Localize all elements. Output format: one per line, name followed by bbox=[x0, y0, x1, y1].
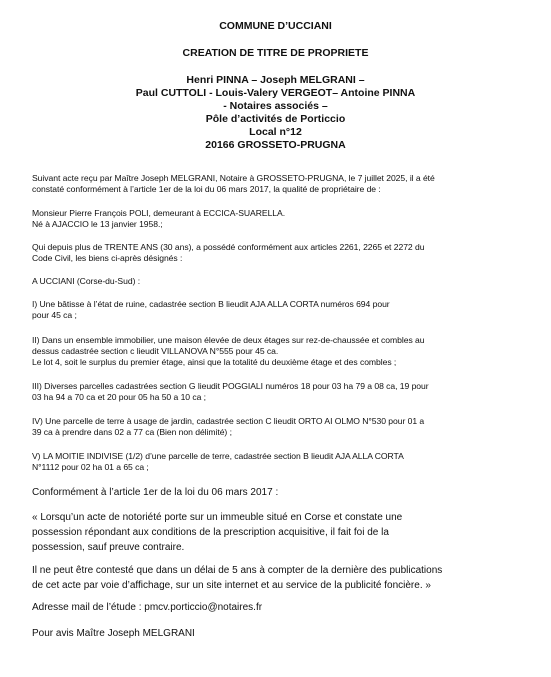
signature-line: Pour avis Maître Joseph MELGRANI bbox=[32, 628, 195, 639]
property-line: III) Diverses parcelles cadastrées section G lieudit POGGIALI numéros 18 pour 03 ha 79 a 08 ca, 19 pour bbox=[32, 381, 429, 391]
notaries-line: 20166 GROSSETO-PRUGNA bbox=[205, 139, 346, 151]
commune-title: COMMUNE D’UCCIANI bbox=[219, 20, 332, 32]
deed-paragraph bbox=[32, 173, 522, 195]
property-line: Le lot 4, soit le surplus du premier étage, ainsi que la totalité du deuxième étage et des combles ; bbox=[32, 357, 397, 367]
conformity-line: Conformément à l’article 1er de la loi du 06 mars 2017 : bbox=[32, 487, 279, 498]
quotation-line: possession répondant aux conditions de la prescription acquisitive, il fait foi de la bbox=[32, 527, 389, 538]
quotation-line: « Lorsqu’un acte de notoriété porte sur un immeuble situé en Corse et constate une bbox=[32, 512, 403, 523]
owner-line: Né à AJACCIO le 13 janvier 1958.; bbox=[32, 219, 163, 229]
property-line: 39 ca à prendre dans 02 a 77 ca (Bien non délimité) ; bbox=[32, 427, 232, 437]
possession-line: Code Civil, les biens ci-après désignés : bbox=[32, 253, 183, 263]
notaries-line: Local n°12 bbox=[249, 126, 302, 138]
property-line: I) Une bâtisse à l’état de ruine, cadastrée section B lieudit AJA ALLA CORTA numéros 694 pour bbox=[32, 299, 390, 309]
possession-paragraph bbox=[32, 242, 522, 264]
notaries-line: - Notaires associés – bbox=[223, 100, 328, 112]
property-line: N°1112 pour 02 ha 01 a 65 ca ; bbox=[32, 462, 149, 472]
quotation-line: possession, sauf preuve contraire. bbox=[32, 542, 185, 553]
property-item-4 bbox=[32, 416, 522, 438]
possession-line: Qui depuis plus de TRENTE ANS (30 ans), a possédé conformément aux articles 2261, 2265 et 2272 du bbox=[32, 242, 425, 252]
property-item-3 bbox=[32, 381, 522, 403]
property-item-5 bbox=[32, 451, 522, 473]
office-email: Adresse mail de l’étude : pmcv.porticcio@notaires.fr bbox=[32, 602, 263, 613]
deed-line: Suivant acte reçu par Maître Joseph MELGRANI, Notaire à GROSSETO-PRUGNA, le 7 juillet 2025, il a été bbox=[32, 173, 435, 183]
property-line: 03 ha 94 a 70 ca et 20 pour 05 ha 50 a 10 ca ; bbox=[32, 392, 207, 402]
property-line: pour 45 ca ; bbox=[32, 310, 77, 320]
notaries-line: Paul CUTTOLI - Louis-Valery VERGEOT– Antoine PINNA bbox=[135, 87, 416, 99]
property-line: II) Dans un ensemble immobilier, une maison élevée de deux étages sur rez-de-chaussée et combles au bbox=[32, 335, 425, 345]
notaries-block bbox=[0, 74, 551, 152]
contestation-line: Il ne peut être contesté que dans un délai de 5 ans à compter de la dernière des publications bbox=[32, 565, 443, 576]
property-line: IV) Une parcelle de terre à usage de jardin, cadastrée section C lieudit ORTO AI OLMO N°530 pour 01 a bbox=[32, 416, 425, 426]
location-line: A UCCIANI (Corse-du-Sud) : bbox=[32, 276, 141, 286]
contestation-paragraph bbox=[32, 563, 522, 593]
owner-line: Monsieur Pierre François POLI, demeurant à ECCICA-SUARELLA. bbox=[32, 208, 286, 218]
property-line: dessus cadastrée section c lieudit VILLANOVA N°555 pour 45 ca. bbox=[32, 346, 279, 356]
notaries-line: Pôle d’activités de Porticcio bbox=[205, 113, 346, 125]
notice-title: CREATION DE TITRE DE PROPRIETE bbox=[182, 47, 369, 59]
property-line: V) LA MOITIE INDIVISE (1/2) d’une parcelle de terre, cadastrée section B lieudit AJA ALLA CORTA bbox=[32, 451, 404, 461]
deed-line: constaté conformément à l’article 1er de la loi du 06 mars 2017, la qualité de propriétaire de : bbox=[32, 184, 381, 194]
property-item-2 bbox=[32, 335, 522, 368]
property-item-1 bbox=[32, 299, 522, 321]
law-quotation bbox=[32, 510, 522, 555]
owner-paragraph bbox=[32, 208, 522, 230]
notaries-line: Henri PINNA – Joseph MELGRANI – bbox=[186, 74, 365, 86]
contestation-line: de cet acte par voie d’affichage, sur un site internet et au service de la publicité foncière. » bbox=[32, 580, 431, 591]
